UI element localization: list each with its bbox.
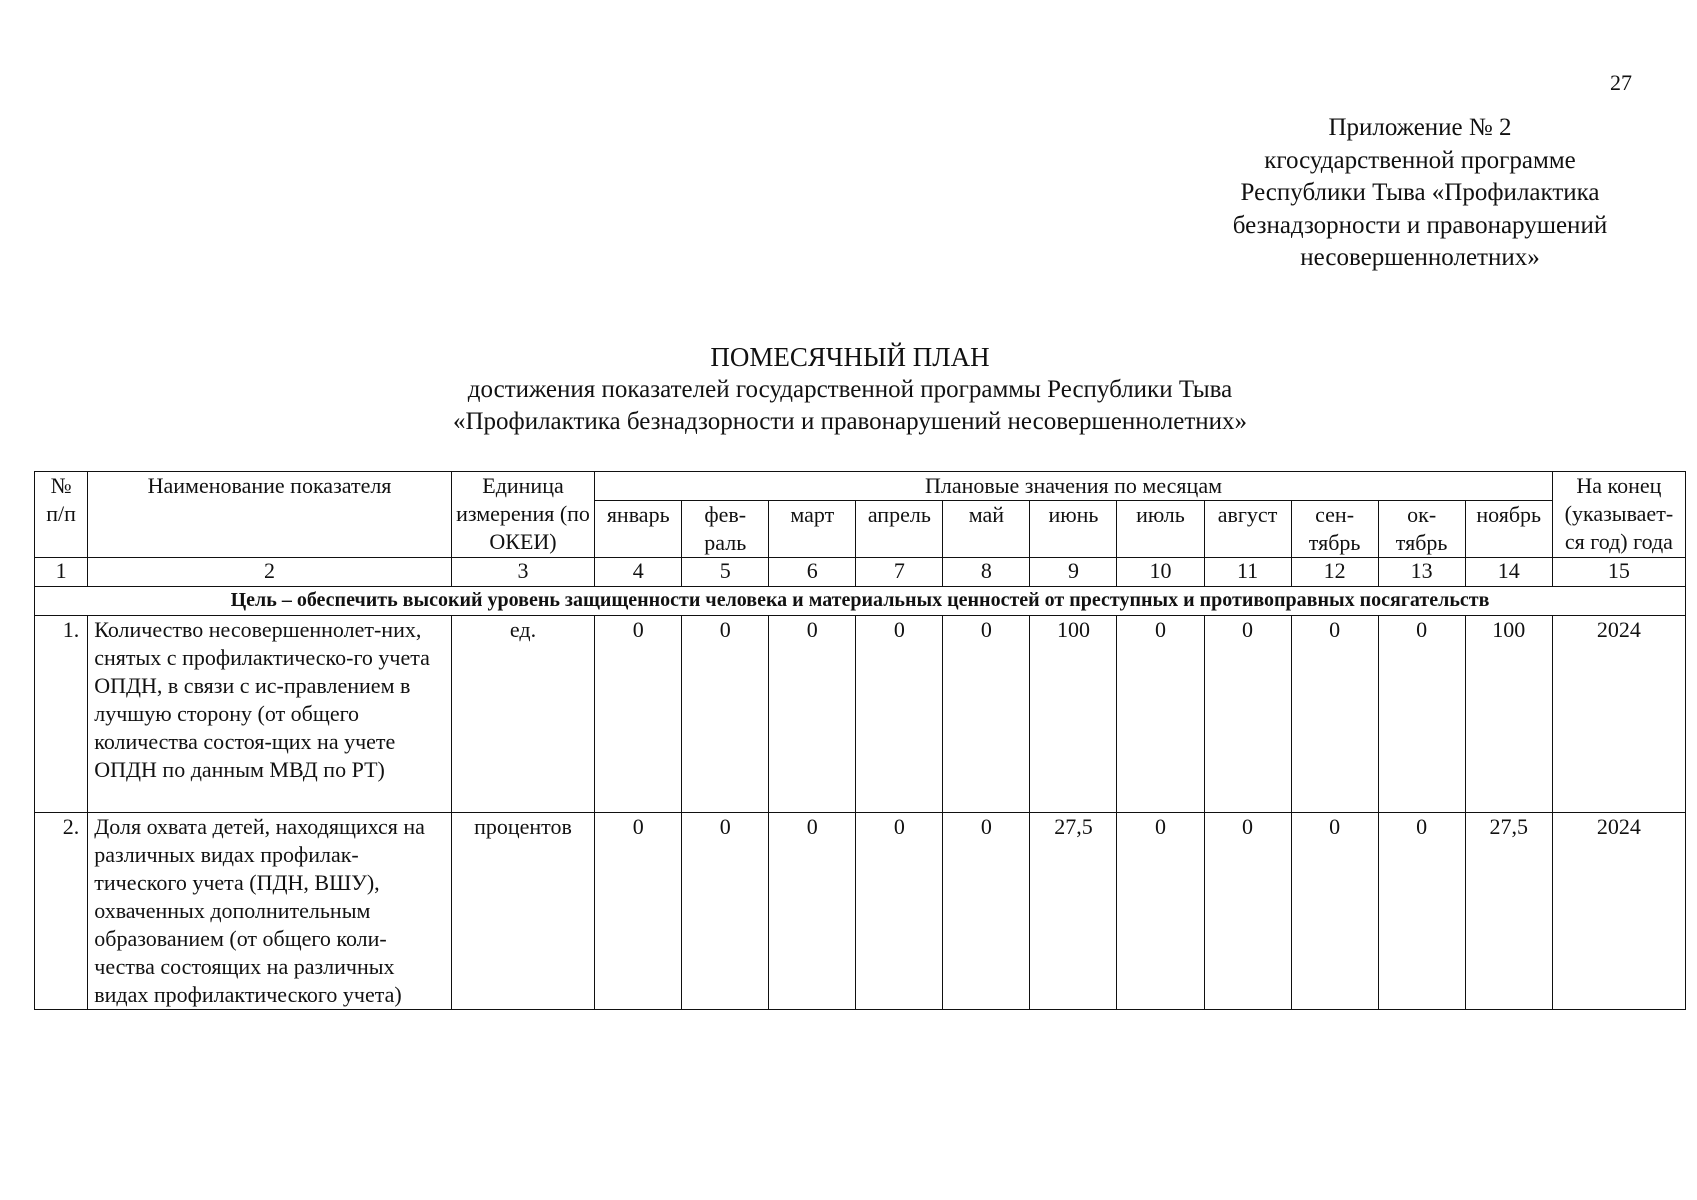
row-value: 100 <box>1465 616 1552 813</box>
column-number: 11 <box>1204 558 1291 587</box>
row-value: 0 <box>769 616 856 813</box>
table-row <box>35 813 1686 1010</box>
row-end-year: 2024 <box>1552 616 1685 813</box>
row-value: 0 <box>769 813 856 1010</box>
title-main: ПОМЕСЯЧНЫЙ ПЛАН <box>710 342 990 372</box>
header-month: сен-тябрь <box>1291 501 1378 558</box>
appendix-line: Приложение № 2 <box>1328 114 1512 141</box>
monthly-plan-table <box>34 471 1686 1010</box>
column-number-row <box>35 558 1686 587</box>
header-month: май <box>943 501 1030 558</box>
row-unit: ед. <box>451 616 594 813</box>
row-end-year: 2024 <box>1552 813 1685 1010</box>
header-end-of-year: На конец (указывает-ся год) года <box>1552 472 1685 558</box>
header-unit: Единица измерения (по ОКЕИ) <box>451 472 594 558</box>
row-value: 0 <box>1117 813 1204 1010</box>
header-month: апрель <box>856 501 943 558</box>
row-value: 0 <box>1291 813 1378 1010</box>
row-value: 0 <box>1378 616 1465 813</box>
row-value: 0 <box>1291 616 1378 813</box>
row-value: 0 <box>1204 616 1291 813</box>
title-subtitle-line1: достижения показателей государственной программы Республики Тыва <box>467 376 1233 403</box>
document-title <box>300 340 1400 438</box>
header-month: фев-раль <box>682 501 769 558</box>
table-row <box>35 616 1686 813</box>
column-number: 10 <box>1117 558 1204 587</box>
header-months-group: Плановые значения по месяцам <box>595 472 1553 501</box>
row-value: 0 <box>1378 813 1465 1010</box>
row-value: 0 <box>682 616 769 813</box>
column-number: 5 <box>682 558 769 587</box>
column-number: 2 <box>88 558 452 587</box>
appendix-line: кгосударственной программе <box>1264 146 1576 174</box>
row-value: 0 <box>595 813 682 1010</box>
goal-text: Цель – обеспечить высокий уровень защищенности человека и материальных ценностей от преступных и противоправных посягательств <box>35 587 1686 616</box>
column-number: 15 <box>1552 558 1685 587</box>
row-value: 0 <box>1204 813 1291 1010</box>
header-month: июнь <box>1030 501 1117 558</box>
table-header-row <box>35 472 1686 501</box>
row-value: 0 <box>856 616 943 813</box>
appendix-line: Республики Тыва «Профилактика <box>1240 179 1600 206</box>
column-number: 6 <box>769 558 856 587</box>
header-month: ноябрь <box>1465 501 1552 558</box>
row-value: 0 <box>943 813 1030 1010</box>
column-number: 14 <box>1465 558 1552 587</box>
column-number: 1 <box>35 558 88 587</box>
appendix-line: несовершеннолетних» <box>1300 244 1540 271</box>
column-number: 8 <box>943 558 1030 587</box>
appendix-note <box>1170 112 1670 275</box>
row-value: 0 <box>856 813 943 1010</box>
row-unit: процентов <box>451 813 594 1010</box>
column-number: 3 <box>451 558 594 587</box>
row-value: 0 <box>682 813 769 1010</box>
row-value: 27,5 <box>1030 813 1117 1010</box>
appendix-line: безнадзорности и правонарушений <box>1232 211 1608 239</box>
header-month: ок-тябрь <box>1378 501 1465 558</box>
header-name: Наименование показателя <box>88 472 452 558</box>
column-number: 12 <box>1291 558 1378 587</box>
header-month: август <box>1204 501 1291 558</box>
row-value: 0 <box>595 616 682 813</box>
row-value: 27,5 <box>1465 813 1552 1010</box>
header-month: январь <box>595 501 682 558</box>
page-number: 27 <box>1610 70 1632 95</box>
column-number: 4 <box>595 558 682 587</box>
row-value: 100 <box>1030 616 1117 813</box>
header-month: март <box>769 501 856 558</box>
row-num: 1. <box>35 616 88 813</box>
column-number: 9 <box>1030 558 1117 587</box>
column-number: 7 <box>856 558 943 587</box>
title-subtitle-line2: «Профилактика безнадзорности и правонарушений несовершеннолетних» <box>452 408 1248 435</box>
column-number: 13 <box>1378 558 1465 587</box>
header-num: № п/п <box>35 472 88 558</box>
row-indicator-name: Количество несовершеннолет-них, снятых с профилактическо-го учета ОПДН, в связи с ис-правлением в лучшую сторону (от общего количества состоя-щих на учете ОПДН по данным МВД по РТ) <box>88 616 452 813</box>
row-indicator-name: Доля охвата детей, находящихся на различных видах профилак-тического учета (ПДН, ВШУ), охваченных дополнительным образованием (от общего коли-чества состоящих на различных видах профилактического учета) <box>88 813 452 1010</box>
goal-row <box>35 587 1686 616</box>
header-month: июль <box>1117 501 1204 558</box>
row-value: 0 <box>1117 616 1204 813</box>
row-num: 2. <box>35 813 88 1010</box>
row-value: 0 <box>943 616 1030 813</box>
